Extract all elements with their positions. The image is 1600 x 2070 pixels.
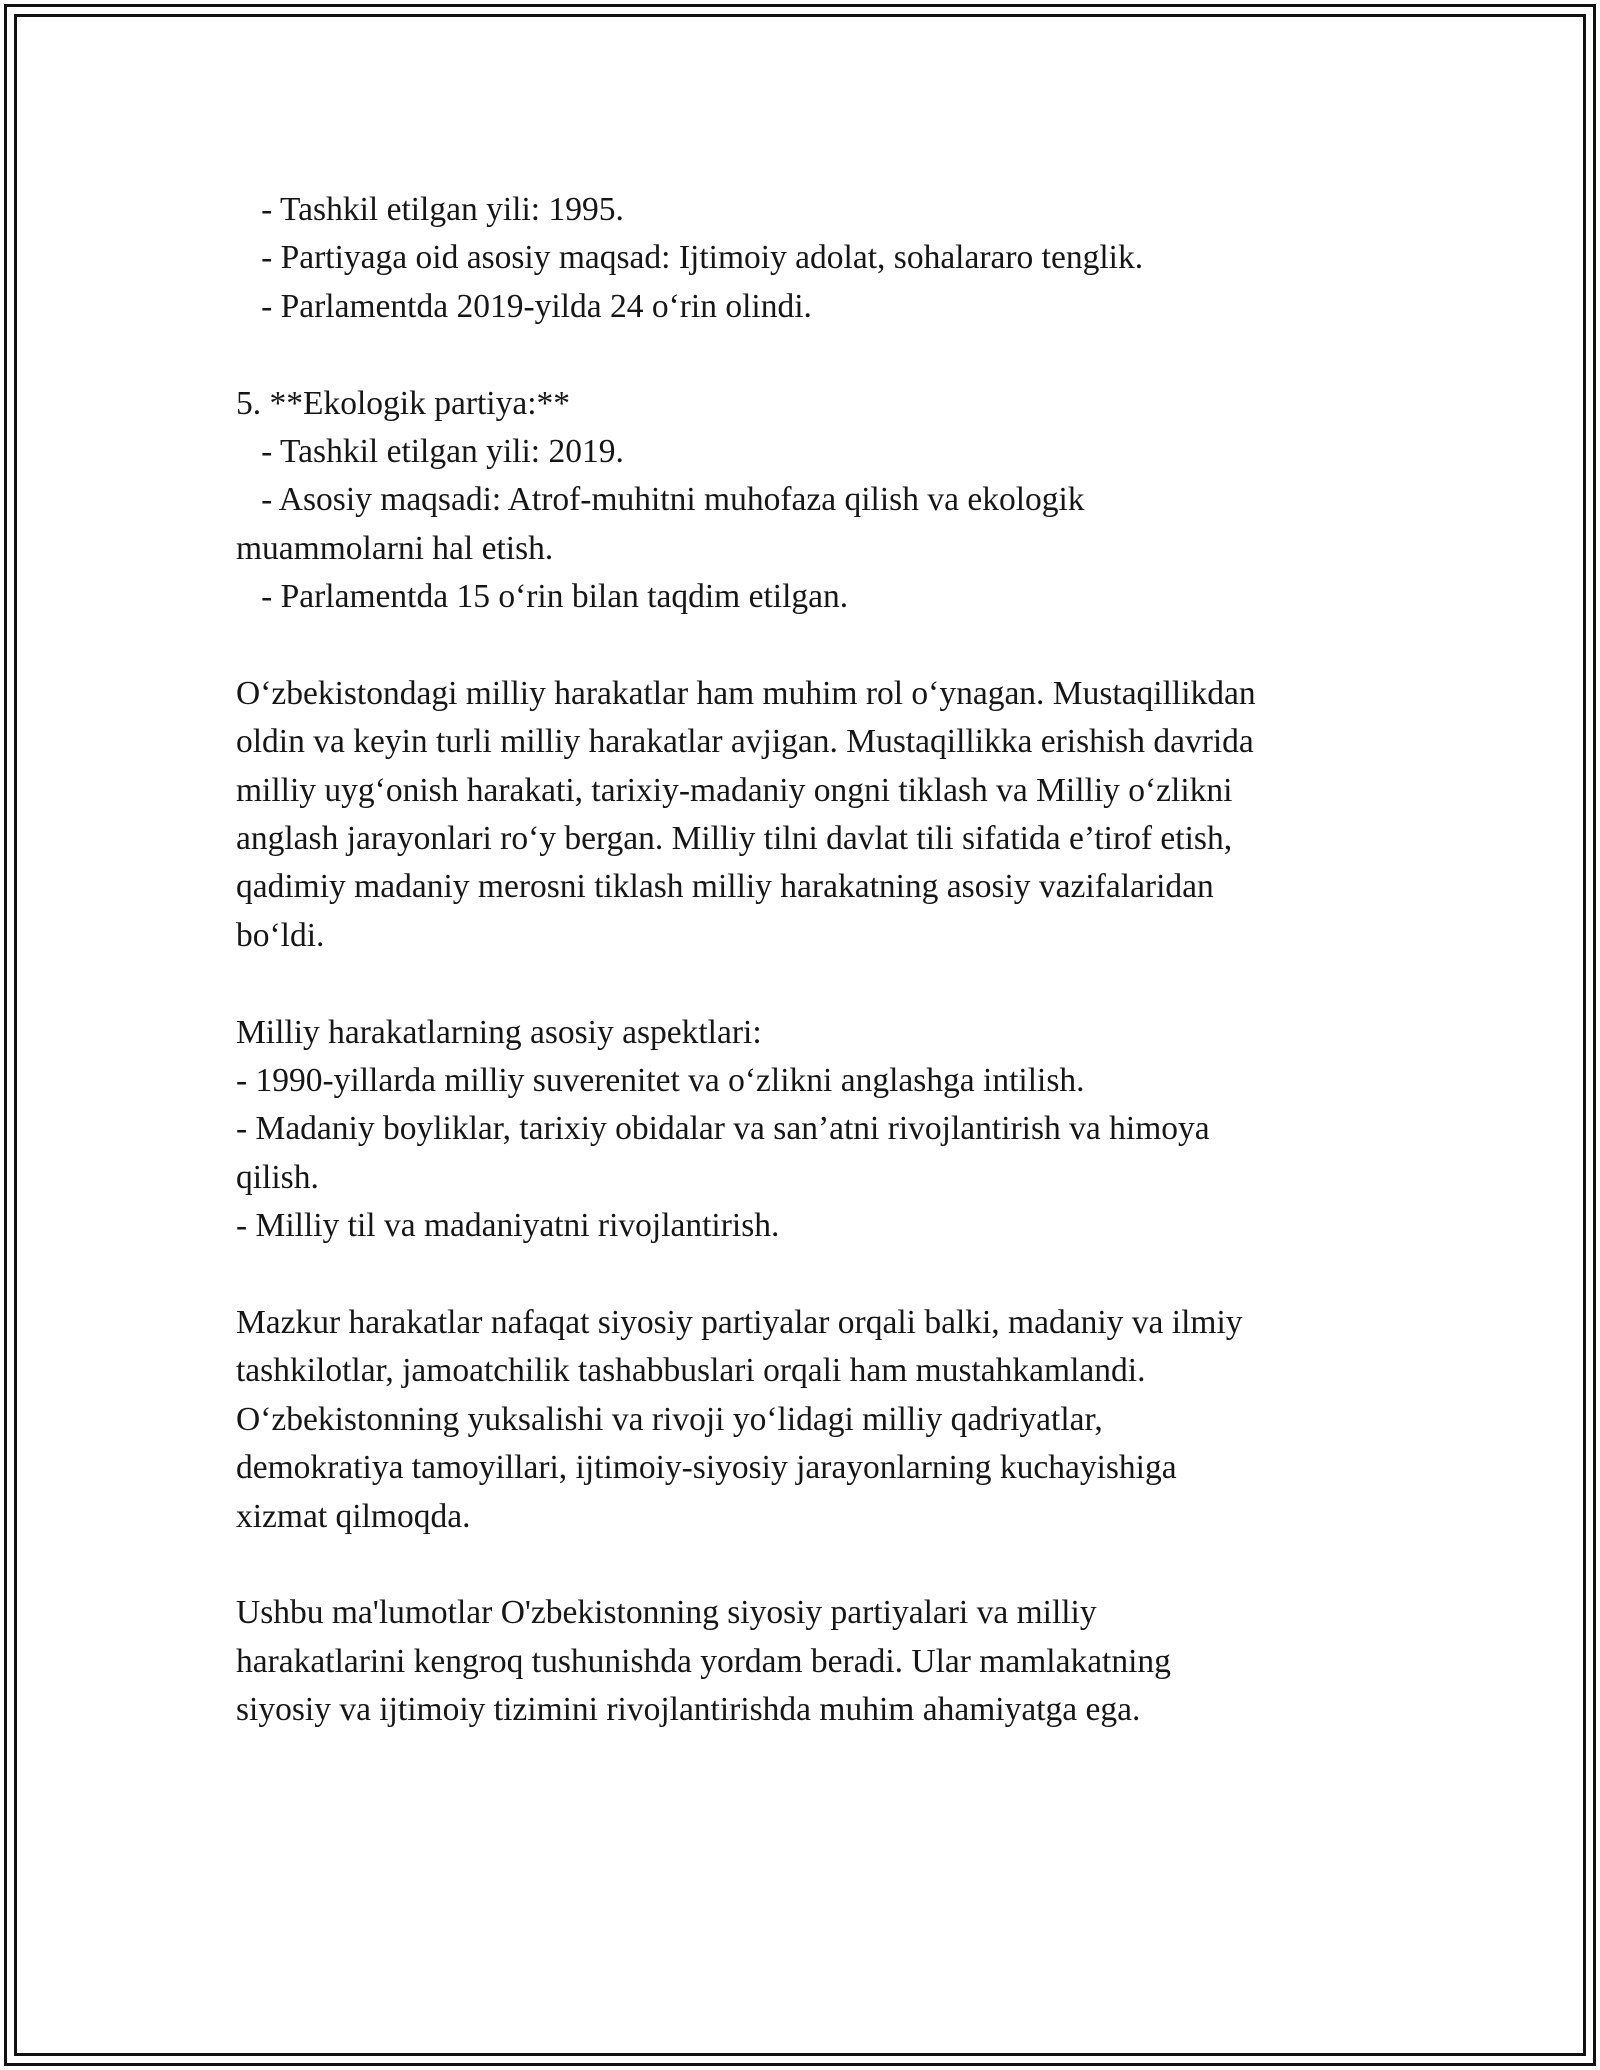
party-4-details <box>236 186 1366 331</box>
text-line: demokratiya tamoyillari, ijtimoiy-siyosiy jarayonlarning kuchayishiga <box>236 1449 1177 1487</box>
text-line: tashkilotlar, jamoatchilik tashabbuslari orqali ham mustahkamlandi. <box>236 1352 1146 1390</box>
list-item: - 1990-yillarda milliy suverenitet va o‘zlikni anglashga intilish. <box>236 1062 1085 1100</box>
text-line: Ushbu ma'lumotlar O'zbekistonning siyosiy partiyalari va milliy <box>236 1594 1097 1632</box>
paragraph-gap <box>236 1251 1366 1299</box>
strengthening-paragraph <box>236 1299 1366 1541</box>
paragraph-gap <box>236 1541 1366 1589</box>
text-line: O‘zbekistonning yuksalishi va rivoji yo‘lidagi milliy qadriyatlar, <box>236 1400 1103 1438</box>
text-line: bo‘ldi. <box>236 916 325 954</box>
list-item: - Milliy til va madaniyatni rivojlantirish. <box>236 1207 780 1245</box>
text-line: milliy uyg‘onish harakati, tarixiy-madaniy ongni tiklash va Milliy o‘zlikni <box>236 771 1233 809</box>
text-line: Mazkur harakatlar nafaqat siyosiy partiyalar orqali balki, madaniy va ilmiy <box>236 1303 1243 1341</box>
text-line: - Tashkil etilgan yili: 2019. <box>236 432 624 470</box>
conclusion-paragraph <box>236 1589 1366 1734</box>
text-line: - Parlamentda 2019-yilda 24 o‘rin olindi. <box>236 287 812 325</box>
aspects-list <box>236 1009 1366 1251</box>
party-5-ecological <box>236 380 1366 622</box>
text-line: - Tashkil etilgan yili: 1995. <box>236 191 624 228</box>
text-line: siyosiy va ijtimoiy tizimini rivojlantirishda muhim ahamiyatga ega. <box>236 1691 1141 1729</box>
text-line: oldin va keyin turli milliy harakatlar avjigan. Mustaqillikka erishish davrida <box>236 723 1254 761</box>
text-line: muammolarni hal etish. <box>236 529 554 567</box>
document-body <box>236 186 1366 1735</box>
text-line: qadimiy madaniy merosni tiklash milliy harakatning asosiy vazifalaridan <box>236 868 1214 906</box>
paragraph-gap <box>236 622 1366 670</box>
text-line: xizmat qilmoqda. <box>236 1497 471 1535</box>
text-line: - Partiyaga oid asosiy maqsad: Ijtimoiy adolat, sohalararo tenglik. <box>236 239 1144 277</box>
list-item: qilish. <box>236 1158 319 1196</box>
paragraph-gap <box>236 331 1366 379</box>
list-heading: Milliy harakatlarning asosiy aspektlari: <box>236 1013 762 1051</box>
section-heading: 5. **Ekologik partiya:** <box>236 384 571 422</box>
text-line: anglash jarayonlari ro‘y bergan. Milliy tilni davlat tili sifatida e’tirof etish, <box>236 820 1233 858</box>
list-item: - Madaniy boyliklar, tarixiy obidalar va san’atni rivojlantirish va himoya <box>236 1110 1210 1148</box>
text-line: O‘zbekistondagi milliy harakatlar ham muhim rol o‘ynagan. Mustaqillikdan <box>236 674 1256 712</box>
text-line: - Asosiy maqsadi: Atrof-muhitni muhofaza qilish va ekologik <box>236 481 1085 519</box>
text-line: harakatlarini kengroq tushunishda yordam beradi. Ular mamlakatning <box>236 1642 1171 1680</box>
text-line: - Parlamentda 15 o‘rin bilan taqdim etilgan. <box>236 578 849 616</box>
paragraph-gap <box>236 960 1366 1008</box>
national-movements-paragraph <box>236 670 1366 960</box>
